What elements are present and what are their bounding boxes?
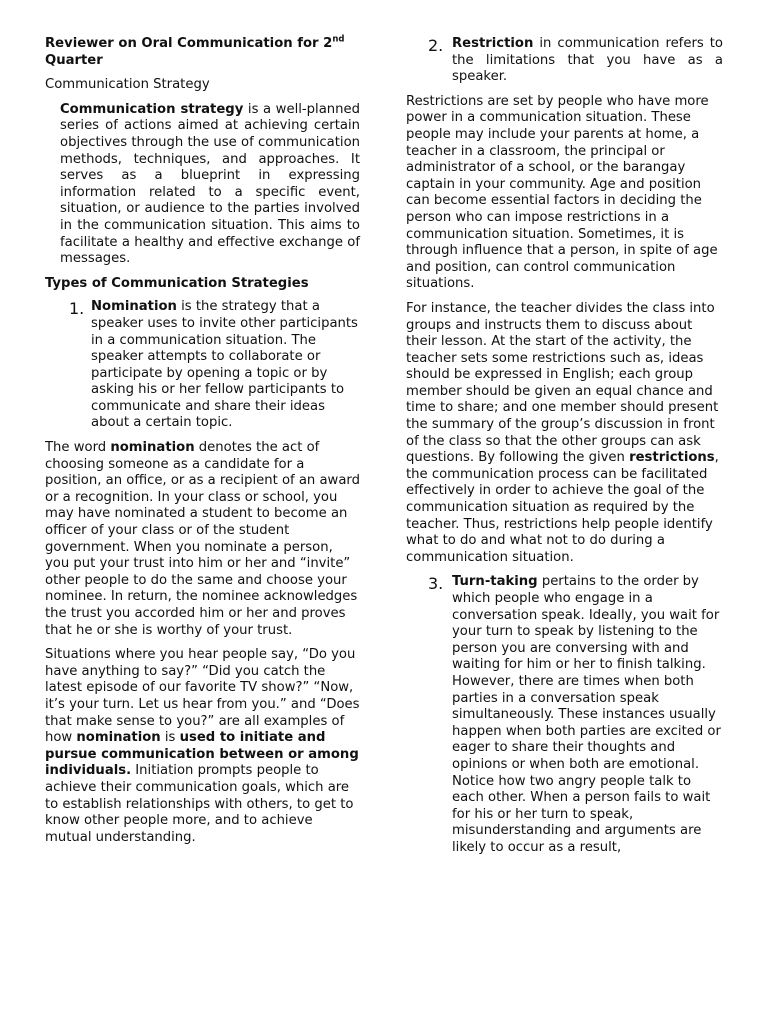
list-item-turn-taking: 3. Turn-taking pertains to the order by which people who engage in a conversation speak. Ideally, you wait for your turn to speak by listening to the person you are conversing with and waiting for him or her to finish talking. However, there are times when both parties in a conversation speak simultaneously. These instances usually happen when both parties are excited or eager to share their thoughts and opinions or when both are emotional. Notice how two angry people talk to each other. When a person fails to wait for his or her turn to speak, misunderstanding and arguments are likely to occur as a result, [428,574,721,855]
section-subtitle: Communication Strategy [45,77,210,93]
nomination-paragraph-1: The word nomination denotes the act of choosing someone as a candidate for a position, an office, or as a recipient of an award or a recognition. In your class or school, you may have nominated a student to become an officer of your class or of the student government. When you nominate a person, you put your trust into him or her and “invite” other people to do the same and choose your nominee. In return, the nominee acknowledges the trust you accorded him or her and proves that he or she is worthy of your trust. [45,440,360,638]
nomination-term: Nomination [91,299,177,315]
nomination-paragraph-2: Situations where you hear people say, “Do you have anything to say?” “Did you catch the latest episode of our favorite TV show?” “Now, it’s your turn. Let us hear from you.” and “Does that make sense to you?” are all examples of how nomination is used to initiate and pursue communication between or among individuals. Initiation prompts people to achieve their communication goals, which are to establish relationships with others, to get to know other people more, and to achieve mutual understanding. [45,647,360,845]
restriction-term: Restriction [452,36,534,51]
list-item-nomination: 1. Nomination is the strategy that a speaker uses to invite other participants in a communication situation. The speaker attempts to collaborate or participate by opening a topic or by asking his or her fellow participants to communicate and share their ideas about a certain topic. [69,299,358,431]
restriction-paragraph-2: For instance, the teacher divides the class into groups and instructs them to discuss about their lesson. At the start of the activity, the teacher sets some restrictions such as, ideas should be expressed in English; each group member should be given an equal chance and time to share; and one member should present the summary of the group’s discussion in front of the class so that the other groups can ask questions. By following the given restrictions, the communication process can be facilitated effectively in order to achieve the goal of the communication situation as required by the teacher. Thus, restrictions help people identify what to do and what not to do during a communication situation. [406,300,719,565]
left-column [45,36,360,846]
list-item-restriction: 2. Restriction in communication refers to the limitations that you have as a speaker. [428,36,723,85]
list-number: 2. [428,36,444,55]
document-title: Reviewer on Oral Communication for 2nd Quarter [45,34,345,68]
list-number: 3. [428,574,444,594]
list-number: 1. [69,299,85,319]
intro-paragraph: Communication strategy is a well-planned series of actions aimed at achieving certain objectives through the use of communication methods, techniques, and approaches. It serves as a blueprint in expressing information related to a specific event, situation, or audience to the parties involved in the communication situation. This aims to facilitate a healthy and effective exchange of messages. [60,101,360,267]
types-heading: Types of Communication Strategies [45,275,309,291]
intro-term: Communication strategy [60,101,244,117]
restriction-paragraph-1: Restrictions are set by people who have more power in a communication situation. These people may include your parents at home, a teacher in a classroom, the principal or administrator of a school, or the barangay captain in your community. Age and position can become essential factors in deciding the person who can impose restrictions in a communication situation. Sometimes, it is through influence that a person, in spite of age and position, can control communication situations. [406,93,718,292]
turn-taking-term: Turn-taking [452,574,538,590]
right-column [406,36,723,857]
